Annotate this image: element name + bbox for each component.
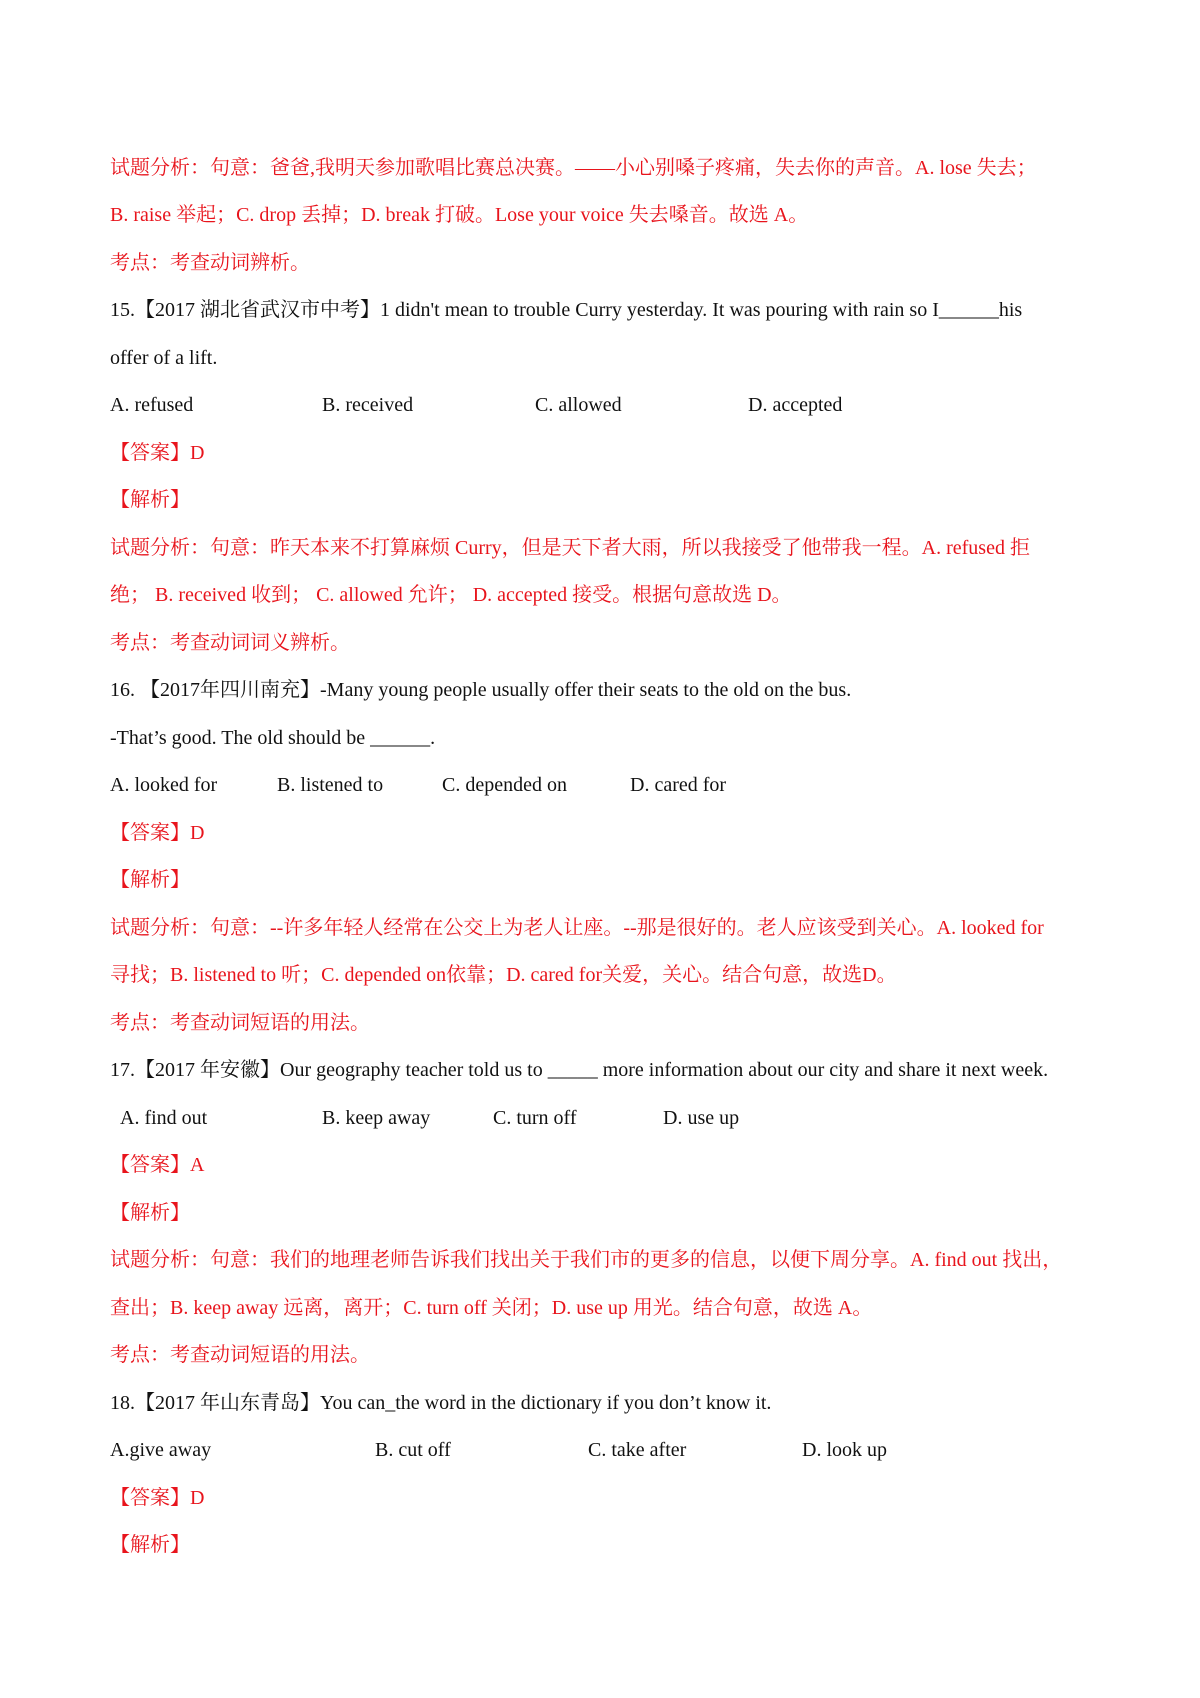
- option: D. accepted: [748, 394, 843, 416]
- knowledge-point: 考点：考查动词短语的用法。: [110, 1344, 370, 1366]
- analysis-text: B. raise 举起；C. drop 丢掉；D. break 打破。Lose your voice 失去嗓音。故选 A。: [110, 204, 809, 226]
- analysis-text: 试题分析：句意：我们的地理老师告诉我们找出关于我们市的更多的信息，以便下周分享。A. find out 找出，: [110, 1249, 1063, 1271]
- option: A. looked for: [110, 774, 218, 796]
- explanation-label: 【解析】: [110, 869, 190, 891]
- answer-label: 【答案】D: [110, 822, 205, 844]
- explanation-label: 【解析】: [110, 1202, 190, 1224]
- option: C. take after: [588, 1439, 687, 1461]
- question-stem: 16. 【2017年四川南充】-Many young people usually offer their seats to the old on the bus.: [110, 679, 852, 701]
- option: B. cut off: [375, 1439, 451, 1461]
- analysis-text: 试题分析：句意：--许多年轻人经常在公交上为老人让座。--那是很好的。老人应该受到关心。A. looked for: [110, 917, 1044, 939]
- answer-label: 【答案】A: [110, 1154, 205, 1176]
- option: C. turn off: [493, 1107, 577, 1129]
- question-stem: 15.【2017 湖北省武汉市中考】1 didn't mean to trouble Curry yesterday. It was pouring with rain so I______his: [110, 299, 1023, 321]
- answer-label: 【答案】D: [110, 442, 205, 464]
- option: B. keep away: [322, 1107, 431, 1129]
- option: D. cared for: [630, 774, 727, 796]
- analysis-text: 查出；B. keep away 远离，离开；C. turn off 关闭；D. use up 用光。结合句意，故选 A。: [110, 1297, 873, 1319]
- analysis-text: 绝； B. received 收到； C. allowed 允许； D. accepted 接受。根据句意故选 D。: [110, 584, 792, 606]
- explanation-label: 【解析】: [110, 1534, 190, 1556]
- knowledge-point: 考点：考查动词短语的用法。: [110, 1012, 370, 1034]
- option: D. look up: [802, 1439, 887, 1461]
- analysis-text: 试题分析：句意：爸爸,我明天参加歌唱比赛总决赛。——小心别嗓子疼痛，失去你的声音。A. lose 失去；: [110, 157, 1037, 179]
- explanation-label: 【解析】: [110, 489, 190, 511]
- option: C. allowed: [535, 394, 622, 416]
- question-stem: 18.【2017 年山东青岛】You can_the word in the dictionary if you don’t know it.: [110, 1392, 772, 1414]
- option: C. depended on: [442, 774, 567, 796]
- option: B. listened to: [277, 774, 384, 796]
- answer-label: 【答案】D: [110, 1487, 205, 1509]
- option: A. find out: [120, 1107, 208, 1129]
- analysis-text: 寻找；B. listened to 听；C. depended on依靠；D. cared for关爱，关心。结合句意，故选D。: [110, 964, 897, 986]
- option: B. received: [322, 394, 414, 416]
- option: A.give away: [110, 1439, 212, 1461]
- analysis-text: 试题分析：句意：昨天本来不打算麻烦 Curry，但是天下者大雨，所以我接受了他带我一程。A. refused 拒: [110, 537, 1030, 559]
- knowledge-point: 考点：考查动词词义辨析。: [110, 632, 350, 654]
- knowledge-point: 考点：考查动词辨析。: [110, 252, 310, 274]
- option: D. use up: [663, 1107, 740, 1129]
- option: A. refused: [110, 394, 194, 416]
- question-stem: offer of a lift.: [110, 347, 218, 369]
- question-stem: 17.【2017 年安徽】Our geography teacher told us to _____ more information about our city and share it next week.: [110, 1059, 1049, 1081]
- question-stem: -That’s good. The old should be ______.: [110, 727, 436, 749]
